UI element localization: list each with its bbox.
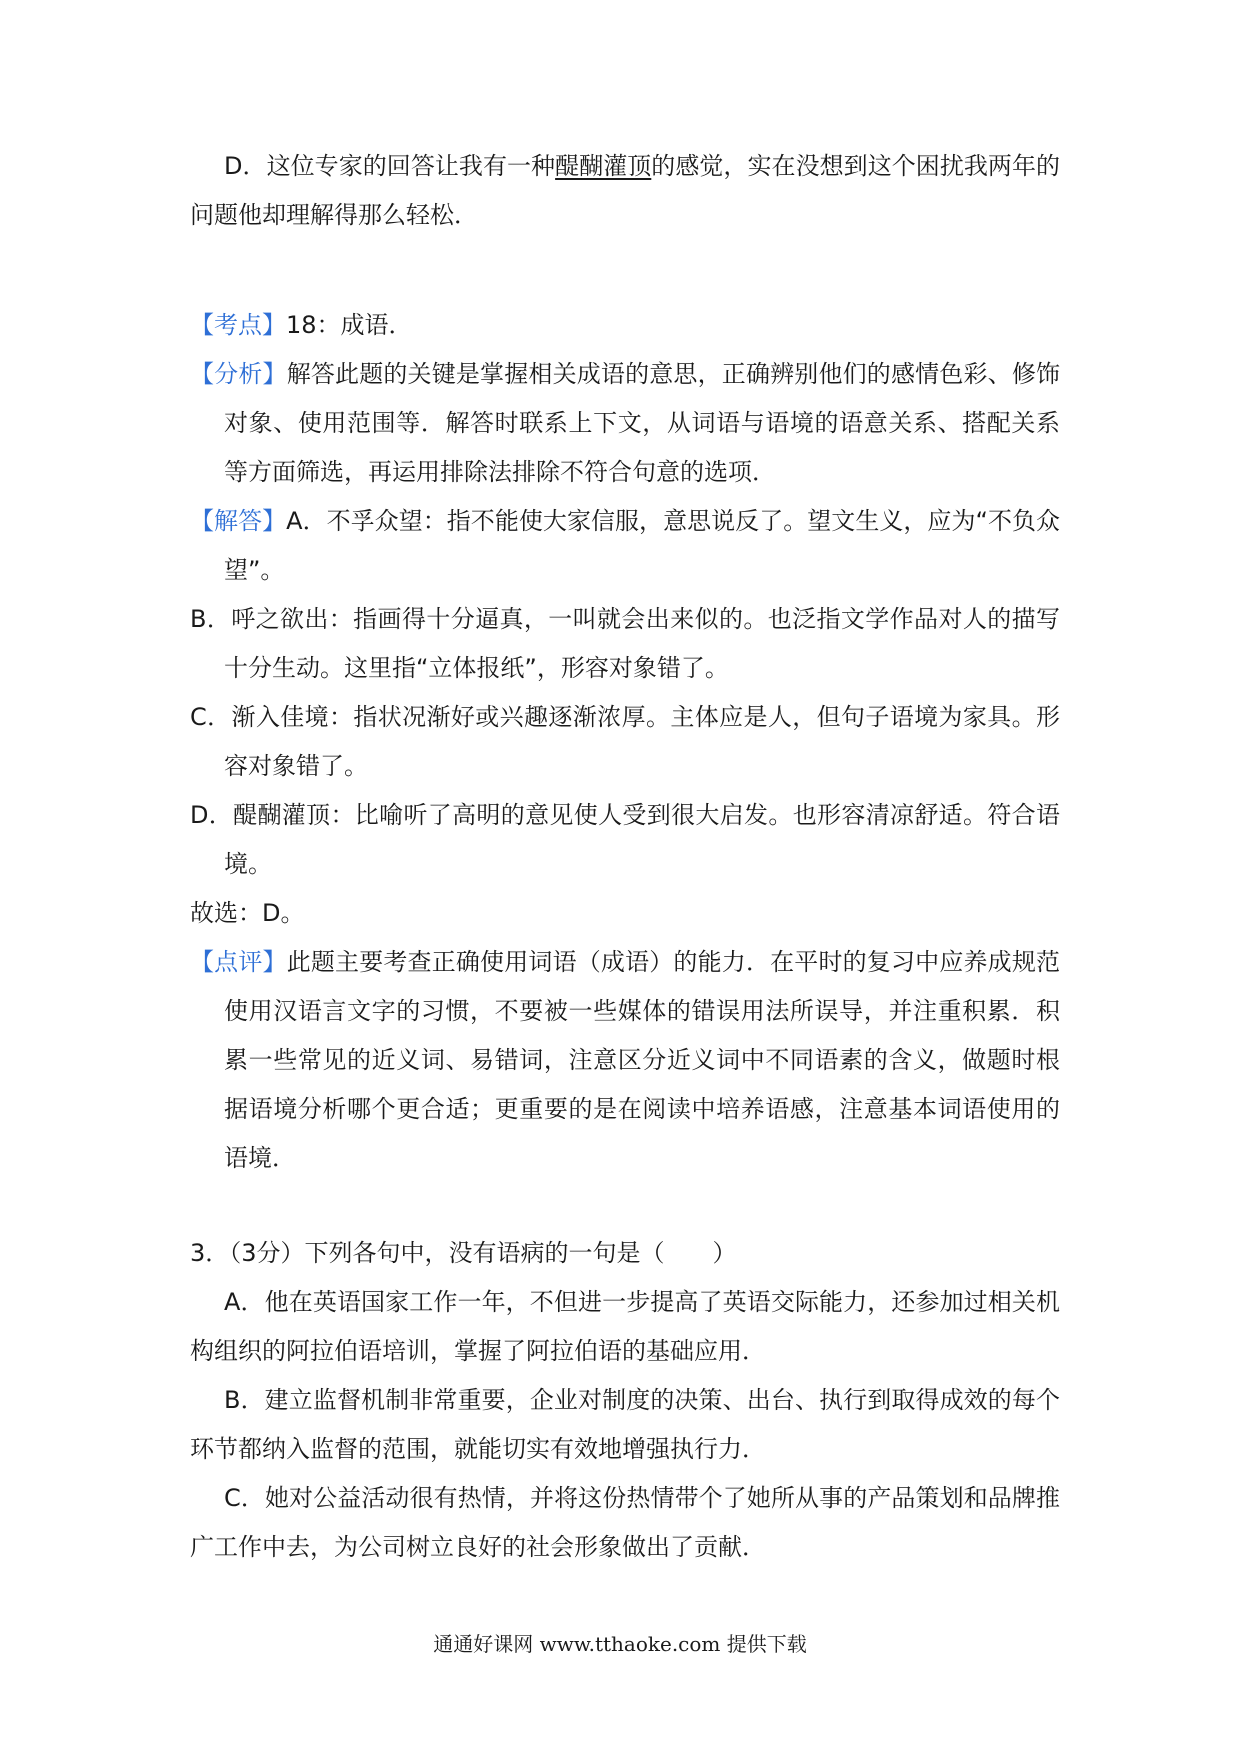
dianping-text: 此题主要考查正确使用词语（成语）的能力．在平时的复习中应养成规范使用汉语言文字的习惯，不要被一些媒体的错误用法所误导，并注重积累．积累一些常见的近义词、易错词，注意区分近义词中不同语素的含义，做题时根据语境分析哪个更合适；更重要的是在阅读中培养语感，注意基本词语使用的语境． bbox=[224, 948, 1060, 1172]
jieda-option-c bbox=[190, 693, 1060, 791]
jieda-answer-text: 故选：D。 bbox=[190, 899, 305, 927]
q3-option-b-text: B．建立监督机制非常重要，企业对制度的决策、出台、执行到取得成效的每个环节都纳入监督的范围，就能切实有效地增强执行力． bbox=[190, 1386, 1060, 1463]
jieda-option-b-text: B．呼之欲出：指画得十分逼真，一叫就会出来似的。也泛指文学作品对人的描写十分生动。这里指“立体报纸”，形容对象错了。 bbox=[190, 605, 1060, 682]
q3-option-a bbox=[190, 1278, 1060, 1376]
page-footer: 通通好课网 www.tthaoke.com 提供下载 bbox=[433, 1632, 807, 1656]
dianping-tag: 【点评】 bbox=[190, 948, 287, 976]
kaodian-section bbox=[190, 301, 1060, 350]
q2-option-d-suffix: 的感觉，实在没想到这个困扰我两年的问题他却理解得那么轻松． bbox=[190, 152, 1061, 229]
jieda-option-b bbox=[190, 595, 1060, 693]
jieda-option-d-text: D．醍醐灌顶：比喻听了高明的意见使人受到很大启发。也形容清凉舒适。符合语境。 bbox=[190, 801, 1060, 878]
jieda-section bbox=[190, 497, 1060, 595]
q3-option-b bbox=[190, 1376, 1060, 1474]
jieda-option-c-text: C．渐入佳境：指状况渐好或兴趣逐渐浓厚。主体应是人，但句子语境为家具。形容对象错了。 bbox=[190, 703, 1060, 780]
jieda-option-d bbox=[190, 791, 1060, 889]
kaodian-tag: 【考点】 bbox=[190, 311, 286, 339]
jieda-tag: 【解答】 bbox=[190, 507, 287, 535]
jieda-answer bbox=[190, 889, 1060, 938]
fenxi-section bbox=[190, 350, 1060, 497]
q3-stem-text: 3．（3分）下列各句中，没有语病的一句是（ ） bbox=[190, 1239, 737, 1267]
q3-option-c-text: C．她对公益活动很有热情，并将这份热情带个了她所从事的产品策划和品牌推广工作中去，为公司树立良好的社会形象做出了贡献． bbox=[190, 1484, 1060, 1561]
kaodian-text: 18：成语． bbox=[286, 311, 413, 339]
q2-option-d-prefix: D．这位专家的回答让我有一种 bbox=[224, 152, 556, 180]
fenxi-tag: 【分析】 bbox=[190, 360, 287, 388]
q3-stem bbox=[190, 1229, 1060, 1278]
fenxi-text: 解答此题的关键是掌握相关成语的意思，正确辨别他们的感情色彩、修饰对象、使用范围等．解答时联系上下文，从词语与语境的语意关系、搭配关系等方面筛选，再运用排除法排除不符合句意的选项． bbox=[224, 360, 1060, 486]
jieda-option-a: A．不孚众望：指不能使大家信服，意思说反了。望文生义，应为“不负众望”。 bbox=[224, 507, 1061, 584]
q3-option-c bbox=[190, 1474, 1060, 1572]
dianping-section bbox=[190, 938, 1060, 1183]
q2-option-d bbox=[190, 142, 1060, 240]
q2-option-d-underlined-idiom: 醍醐灌顶 bbox=[555, 152, 652, 180]
q3-option-a-text: A．他在英语国家工作一年，不但进一步提高了英语交际能力，还参加过相关机构组织的阿拉伯语培训，掌握了阿拉伯语的基础应用． bbox=[190, 1288, 1060, 1365]
